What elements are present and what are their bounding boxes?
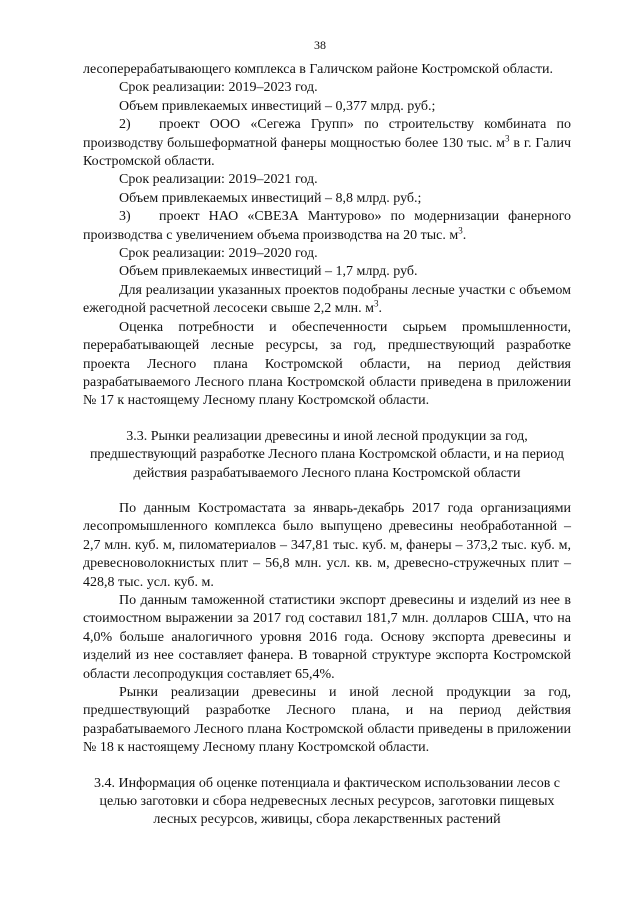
section-heading: 3.4. Информация об оценке потенциала и фактическом использовании лесов с целью заготовки и сбора недревесных лесных ресурсов, заготовки пищевых лесных ресурсов, живицы, сбора лекарственных растений	[93, 775, 561, 828]
list-number: 2)	[119, 117, 131, 133]
spacer	[83, 483, 571, 500]
spacer	[83, 758, 571, 775]
paragraph: Оценка потребности и обеспеченности сырьем промышленности, перерабатывающей лесные ресурсы, за год, предшествующий разработке проекта Лесного плана Костромской области, на период действия разрабатываемого Лесного плана Костромской области приведена в приложении № 17 к настоящему Лесному плану Костромской области.	[83, 319, 571, 409]
paragraph	[83, 282, 571, 319]
paragraph: Рынки реализации древесины и иной лесной продукции за год, предшествующий разработке Лесного плана, и на период действия разрабатываемого Лесного плана Костромской области приведены в приложении № 18 к настоящему Лесному плану Костромской области.	[83, 685, 571, 756]
paragraph: Объем привлекаемых инвестиций – 1,7 млрд. руб.	[119, 264, 418, 280]
superscript: 3	[373, 298, 379, 309]
paragraph: Объем привлекаемых инвестиций – 8,8 млрд. руб.;	[119, 190, 422, 206]
list-item	[83, 116, 571, 171]
list-item	[83, 208, 571, 245]
list-number: 3)	[119, 209, 131, 225]
paragraph-text-tail: .	[378, 301, 382, 317]
paragraph: лесоперерабатывающего комплекса в Галичском районе Костромской области.	[83, 62, 554, 77]
list-item-text: проект НАО «СВЕЗА Мантурово» по модернизации фанерного производства с увеличением объема производства на 20 тыс. м	[83, 209, 571, 243]
page-number: 38	[314, 38, 326, 52]
paragraph: Срок реализации: 2019–2020 год.	[119, 246, 318, 262]
spacer	[83, 411, 571, 428]
list-item-text-tail: в г. Галич Костромской области.	[83, 135, 571, 170]
document-body	[83, 61, 571, 830]
list-item-text-tail: .	[462, 227, 467, 243]
paragraph: Объем привлекаемых инвестиций – 0,377 млрд. руб.;	[119, 98, 436, 114]
list-item-text: проект ООО «Сегежа Групп» по строительству комбината по производству большеформатной фанеры мощностью более 130 тыс. м	[83, 117, 571, 151]
superscript: 3	[504, 132, 510, 143]
paragraph: Срок реализации: 2019–2023 год.	[119, 80, 318, 96]
superscript: 3	[458, 225, 463, 235]
section-heading: 3.3. Рынки реализации древесины и иной лесной продукции за год, предшествующий разработке Лесного плана Костромской области, и на период действия разрабатываемого Лесного плана Костромской области	[89, 428, 565, 481]
paragraph: По данным таможенной статистики экспорт древесины и изделий из нее в стоимостном выражении за 2017 год составил 181,7 млн. долларов США, что на 4,0% больше аналогичного уровня 2016 года. Основу экспорта древесины и изделий из нее составляет фанера. В товарной структуре экспорта Костромской области лесопродукция составляет 65,4%.	[83, 592, 571, 682]
paragraph-text: Для реализации указанных проектов подобраны лесные участки с объемом ежегодной расчетной лесосеки свыше 2,2 млн. м	[83, 282, 571, 317]
paragraph: Срок реализации: 2019–2021 год.	[119, 172, 318, 188]
paragraph: По данным Костромастата за январь-декабрь 2017 года организациями лесопромышленного комплекса было выпущено древесины необработанной – 2,7 млн. куб. м, пиломатериалов – 347,81 тыс. куб. м, фанеры – 373,2 тыс. куб. м, древесноволокнистых плит – 56,8 млн. усл. кв. м, древесно-стружечных плит – 428,8 тыс. усл. куб. м.	[83, 500, 571, 590]
